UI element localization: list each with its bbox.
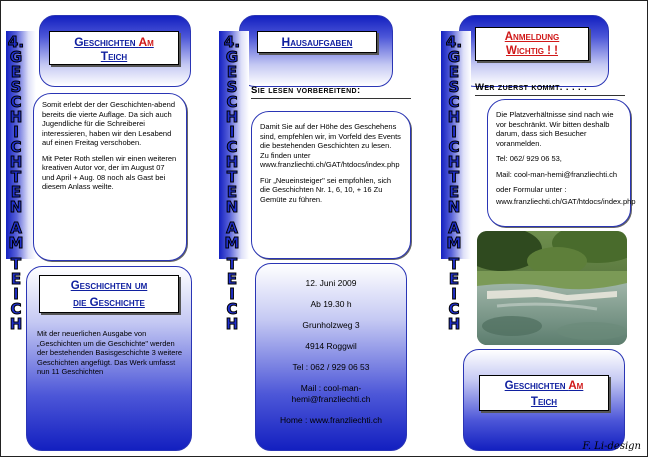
vertical-letter: C [448, 93, 460, 111]
left-title-box [49, 31, 179, 65]
pond-photo-image [477, 231, 627, 345]
middle-body-p1: Damit Sie auf der Höhe des Geschehens sind, empfehlen wir, im Vorfeld des Events die bestehenden Geschichten zu lesen. Zu finden unter www.franzliechti.ch/GAT/htdocs/index.php [260, 122, 401, 169]
vertical-letter: S [10, 78, 22, 96]
vertical-letter: H [447, 108, 461, 126]
vertical-letter: C [10, 300, 22, 318]
right-subhead: Wer zuerst kommt. . . . . [475, 82, 588, 93]
vertical-letter: E [10, 63, 22, 81]
event-city: 4914 Roggwil [305, 341, 357, 351]
vertical-letter: S [448, 78, 460, 96]
event-home: Home : www.franzliechti.ch [279, 415, 383, 425]
right-tel: Tel: 062/ 929 06 53, [496, 154, 562, 163]
vertical-letter: E [226, 183, 238, 201]
left-bottom-title-1: Geschichten um [70, 280, 148, 292]
vertical-letter: A [10, 219, 22, 237]
left-bottom-title-2: die Geschichte [73, 297, 145, 309]
right-title-box [475, 27, 589, 61]
vertical-letter: I [13, 285, 19, 303]
vertical-letter: T [10, 168, 22, 186]
vertical-letter: T [10, 255, 22, 273]
vertical-letter: I [229, 123, 235, 141]
vertical-letter: T [448, 255, 460, 273]
vertical-word-geschichten [443, 50, 465, 215]
left-title-line2: Teich [100, 49, 128, 63]
vertical-word-am [5, 221, 27, 251]
right-mail-address: cool-man-hemi@franzliechti.ch [513, 169, 618, 179]
vertical-letter: C [448, 138, 460, 156]
vertical-word-teich [5, 257, 27, 332]
event-street: Grunholzweg 3 [302, 320, 360, 330]
left-bottom-card [26, 266, 192, 451]
right-mail [496, 170, 622, 180]
vertical-letter: E [10, 270, 22, 288]
vertical-letter: I [229, 285, 235, 303]
vertical-letter: M [8, 234, 24, 252]
vertical-letter: M [446, 234, 462, 252]
middle-title-box [257, 31, 377, 53]
right-bottom-title-line2: Teich [530, 396, 558, 408]
vertical-letter: E [10, 183, 22, 201]
vertical-word-geschichten [221, 50, 243, 215]
vertical-letter: T [226, 255, 238, 273]
left-bottom-text: Mit der neuerlichen Ausgabe von „Geschichten um die Geschichte" werden der bestehenden Basisgeschichte 3 weitere Geschichten angefügt. Das Werk umfasst nun 11 Geschichten [37, 329, 183, 376]
vertical-letter: E [448, 270, 460, 288]
event-date: 12. Juni 2009 [305, 278, 357, 288]
vertical-letter: C [10, 138, 22, 156]
right-bottom-title-am: Am [568, 380, 584, 392]
right-subhead-rule [475, 95, 625, 96]
vertical-word-teich [443, 257, 465, 332]
vertical-letter: H [447, 153, 461, 171]
panel-number: 4. [445, 33, 463, 51]
vertical-letter: I [451, 123, 457, 141]
vertical-word-am [221, 221, 243, 251]
middle-subhead-rule [251, 98, 411, 99]
vertical-letter: H [225, 315, 239, 333]
vertical-word-teich [221, 257, 243, 332]
vertical-letter: I [13, 123, 19, 141]
left-bottom-title-box [39, 275, 179, 313]
event-mail: Mail : cool-man-hemi@franzliechti.ch [291, 383, 371, 404]
right-title-line2: Wichtig ! ! [505, 45, 558, 57]
vertical-letter: G [447, 48, 461, 66]
vertical-letter: E [226, 63, 238, 81]
left-text-card [33, 93, 187, 261]
middle-title: Hausaufgaben [281, 35, 353, 49]
left-body-p2: Mit Peter Roth stellen wir einen weiteren kreativen Autor vor, der im August 07 und April + Aug. 08 noch als Gast bei diesem Anlass weilte. [42, 153, 177, 191]
vertical-letter: N [9, 198, 23, 216]
vertical-letter: H [9, 315, 23, 333]
vertical-letter: C [226, 93, 238, 111]
right-bottom-title-box [479, 375, 609, 411]
middle-text-card [251, 111, 411, 259]
vertical-letter: E [448, 63, 460, 81]
vertical-letter: C [226, 138, 238, 156]
right-url: www.franzliechti.ch/GAT/htdocs/index.php [496, 196, 636, 206]
vertical-letter: E [226, 270, 238, 288]
vertical-letter: E [448, 183, 460, 201]
left-body-p1: Somit erlebt der der Geschichten-abend bereits die vierte Auflage. Da sich auch Jugendliche für die Schreiberei interessieren, haben wir den Lesabend auf einen Freitag verschoben. [42, 100, 175, 147]
vertical-letter: H [447, 315, 461, 333]
right-title-line1: Anmeldung [504, 31, 560, 43]
vertical-letter: S [226, 78, 238, 96]
vertical-word-am [443, 221, 465, 251]
right-body-p1: Die Platzverhältnisse sind nach wie vor beschränkt. Wir bitten deshalb darum, dass sich Besucher voranmelden. [496, 110, 614, 148]
vertical-word-geschichten [5, 50, 27, 215]
vertical-letter: G [225, 48, 239, 66]
vertical-letter: H [225, 108, 239, 126]
vertical-letter: C [448, 300, 460, 318]
left-title-am: Am [138, 35, 154, 49]
panel-number: 4. [7, 33, 25, 51]
middle-body-p2: Für „Neueinsteiger" sei empfohlen, sich die Geschichten Nr. 1, 6, 10, + 16 Zu Gemüte zu führen. [260, 175, 392, 204]
right-mail-label: Mail: [496, 169, 512, 179]
right-vertical-title [443, 35, 465, 332]
vertical-letter: A [226, 219, 238, 237]
middle-subhead: Sie lesen vorbereitend: [251, 85, 361, 96]
left-title-part1: Geschichten [74, 35, 139, 49]
right-bottom-title-part1: Geschichten [504, 380, 569, 392]
right-form-label: oder Formular unter : [496, 185, 567, 194]
vertical-letter: T [226, 168, 238, 186]
vertical-letter: H [225, 153, 239, 171]
left-vertical-title [5, 35, 27, 332]
vertical-letter: H [9, 108, 23, 126]
pond-photo [477, 231, 627, 345]
panel-number: 4. [223, 33, 241, 51]
vertical-letter: A [448, 219, 460, 237]
event-time: Ab 19.30 h [310, 299, 352, 309]
vertical-letter: T [448, 168, 460, 186]
vertical-letter: M [224, 234, 240, 252]
middle-info-card [255, 263, 407, 451]
vertical-letter: N [447, 198, 461, 216]
vertical-letter: C [10, 93, 22, 111]
vertical-letter: I [451, 285, 457, 303]
event-tel: Tel : 062 / 929 06 53 [292, 362, 370, 372]
right-text-card [487, 99, 636, 227]
vertical-letter: C [226, 300, 238, 318]
signature: F. Li-design [582, 441, 641, 452]
vertical-letter: G [9, 48, 23, 66]
vertical-letter: H [9, 153, 23, 171]
middle-vertical-title [221, 35, 243, 332]
vertical-letter: N [225, 198, 239, 216]
